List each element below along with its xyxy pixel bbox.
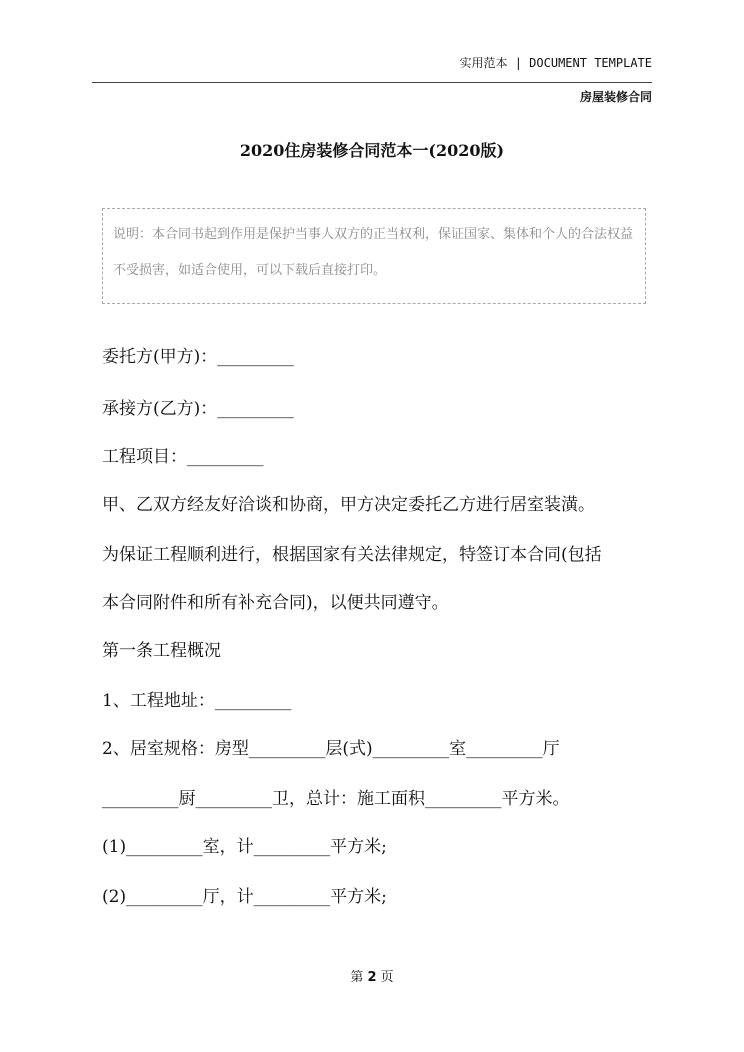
doc-type-label: 房屋装修合同 [579,90,652,104]
header-rule [92,82,652,83]
page-footer [0,966,744,985]
paragraph-line-3: 本合同附件和所有补充合同)，以便共同遵守。 [102,593,449,613]
item-2-line-1: 2、居室规格：房型_________层(式)_________室_________厅 [102,739,560,759]
item-2-line-2: _________厨_________卫，总计：施工面积_________平方米。 [102,789,570,809]
article-1-heading: 第一条工程概况 [102,641,221,661]
contractor-line: 承接方(乙方)：_________ [102,399,294,419]
page-number: 2 [367,970,377,985]
sub-item-1: (1)_________室，计_________平方米; [102,837,387,857]
page-suffix: 页 [380,970,394,985]
item-1-line: 1、工程地址：_________ [102,691,292,711]
paragraph-line-1: 甲、乙双方经友好洽谈和协商，甲方决定委托乙方进行居室装潢。 [102,495,595,515]
header-label: 实用范本 | DOCUMENT TEMPLATE [459,56,652,70]
page-prefix: 第 [350,970,364,985]
sub-item-2: (2)_________厅，计_________平方米; [102,887,387,907]
note-text: 说明：本合同书起到作用是保护当事人双方的正当权利，保证国家、集体和个人的合法权益不受损害，如适合使用，可以下载后直接打印。 [113,227,634,278]
client-line: 委托方(甲方)：_________ [102,347,294,367]
project-line: 工程项目：_________ [102,447,264,467]
document-title: 2020住房装修合同范本一(2020版) [239,141,505,160]
paragraph-line-2: 为保证工程顺利进行，根据国家有关法律规定，特签订本合同(包括 [102,545,602,565]
note-box [102,208,646,304]
